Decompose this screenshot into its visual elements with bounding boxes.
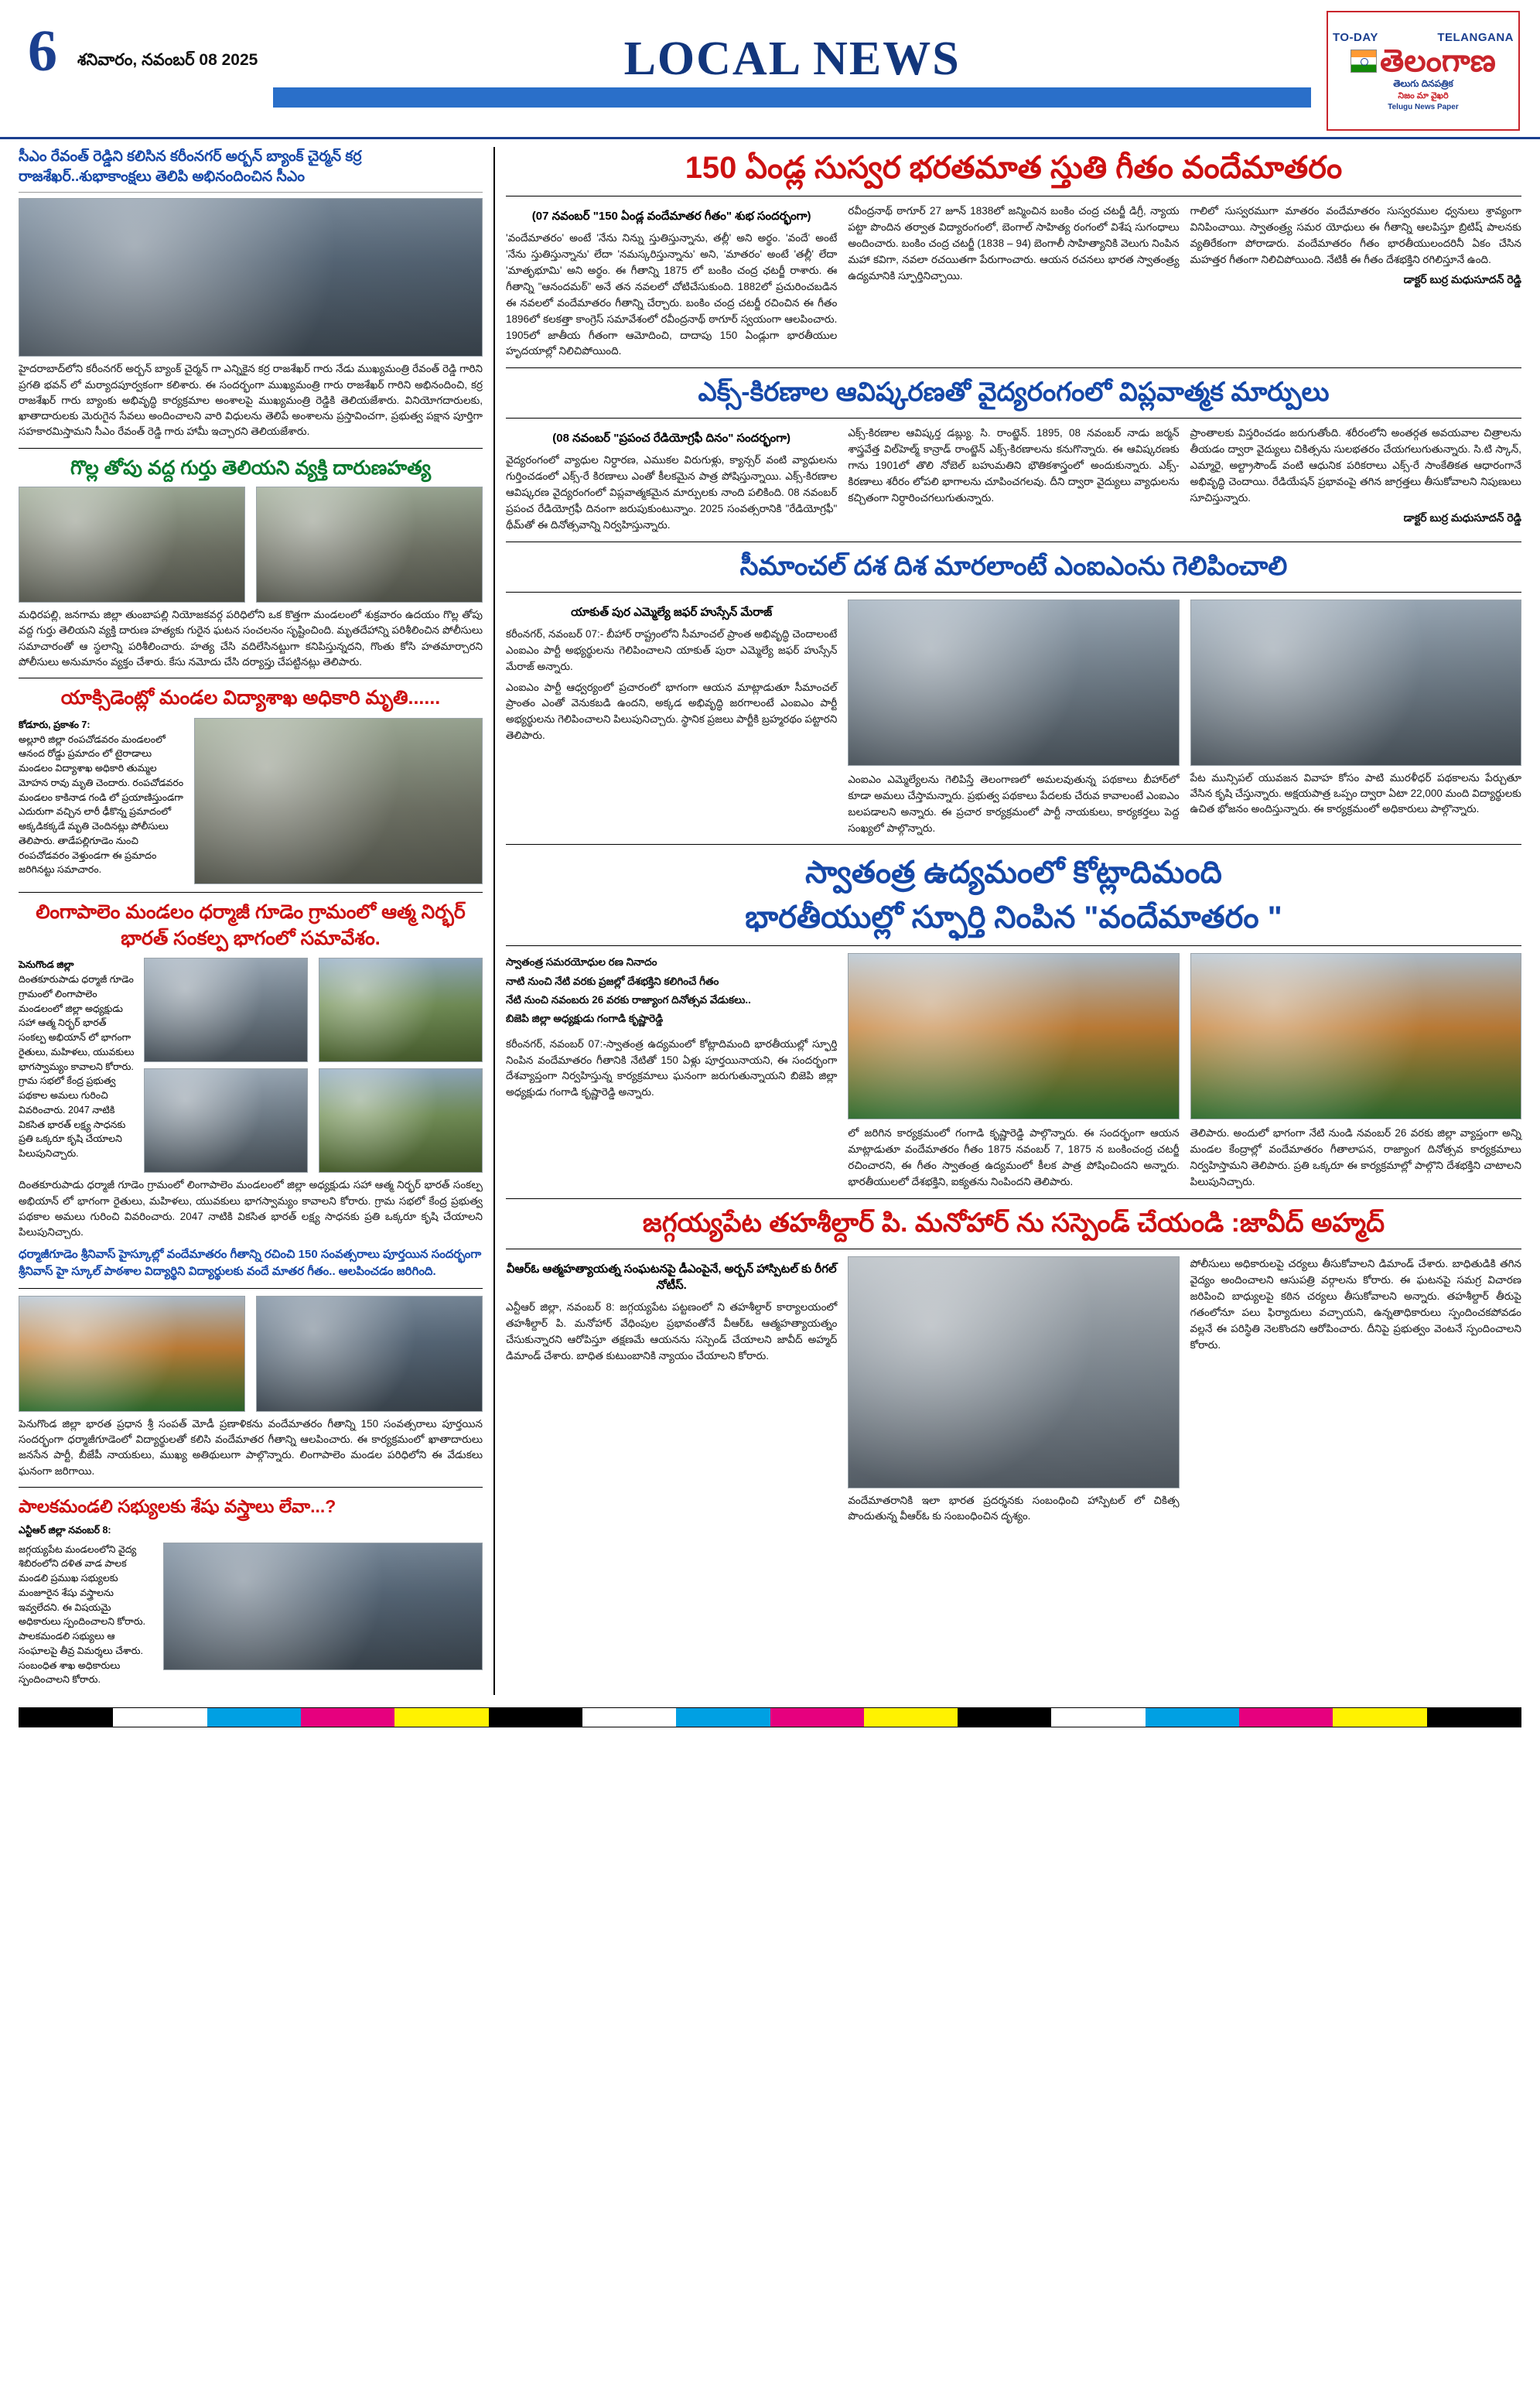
color-swatch bbox=[1427, 1708, 1521, 1727]
color-swatch bbox=[676, 1708, 770, 1727]
article-body: జగ్గయ్యపేట మండలంలోని వైద్య శిబిరంలోని దళిత వాడ పాలక మండలి ప్రముఖ సభ్యులకు మంజూరైన శేషు వస్త్రాలను ఇవ్వలేదని. ఈ విషయమై అధికారులు స్పందించాలని కోరారు. పాలకమండలి సభ్యులు ఆ సంఘాలపై తీవ్ర విమర్శలు చేశారు. సంబంధిత శాఖ అధికారులు స్పందించాలని కోరారు. bbox=[19, 1543, 146, 1686]
color-swatch bbox=[1333, 1708, 1426, 1727]
left-column bbox=[19, 147, 483, 1695]
village-rally-photo-1 bbox=[144, 958, 308, 1062]
color-swatch bbox=[1146, 1708, 1239, 1727]
article-byline: డాక్టర్ బుర్ర మధుసూదన్ రెడ్డి bbox=[1403, 511, 1521, 524]
accident-scene-photo bbox=[194, 718, 483, 884]
logo-main-text-row bbox=[1333, 45, 1514, 77]
article-dateline: కోడూరు, ప్రకాశం 7: bbox=[19, 719, 90, 730]
logo-top-row bbox=[1333, 31, 1514, 44]
masthead-blue-bar bbox=[273, 87, 1311, 108]
print-registration-color-bar bbox=[19, 1707, 1521, 1727]
color-swatch bbox=[958, 1708, 1051, 1727]
mim-campaign-photo-1 bbox=[848, 600, 1179, 766]
village-rally-photo-2 bbox=[319, 958, 483, 1062]
article-tahsildar-suspend-demand bbox=[506, 1206, 1521, 1524]
tahsildar-portrait-photo bbox=[848, 1256, 1179, 1488]
article-body-secondary: దింతకూరుపాడు ధర్మాజీ గూడెం గ్రామంలో లింగాపాలెం మండలంలో జిల్లా అధ్యక్షుడు సహా ఆత్మ నిర్భర్ భారత్ సంకల్ప అభియాన్ లో భాగంగా రైతులు, మహిళలు, యువకులు భాగస్వామ్యం కావాలని కోరారు. గ్రామ సభలో కేంద్ర ప్రభుత్వ పథకాల అమలు గురించి వివరించారు. 2047 నాటికి వికసిత భారత్ లక్ష్య సాధనకు ప్రతి ఒక్కరూ కృషి చేయాలని పిలుపునిచ్చారు. bbox=[19, 1179, 483, 1239]
article-kicker: యాకుత్ పుర ఎమ్మెల్యే జఫర్ హుస్సేన్ మేరాజ్ bbox=[571, 605, 773, 619]
article-body: తెలిపారు. అందులో భాగంగా నేటి నుండి నవంబర్ 26 వరకు జిల్లా వ్యాప్తంగా అన్ని మండల కేంద్రాల్లో వందేమాతరం గీతాలాపన, రాజ్యాంగ దినోత్సవ కార్యక్రమాలు నిర్వహిస్తామని తెలిపారు. ప్రతి ఒక్కరూ ఈ కార్యక్రమాల్లో పాల్గొని దేశభక్తిని చాటాలని పిలుపునిచ్చారు. bbox=[1190, 1127, 1521, 1188]
color-swatch bbox=[1239, 1708, 1333, 1727]
color-swatch bbox=[770, 1708, 864, 1727]
article-byline: డాక్టర్ బుర్ర మధుసూదన్ రెడ్డి bbox=[1403, 272, 1521, 285]
color-swatch bbox=[582, 1708, 676, 1727]
logo-english-subtitle: Telugu News Paper bbox=[1388, 103, 1459, 111]
color-swatch bbox=[489, 1708, 582, 1727]
article-headline: యాక్సిడెంట్లో మండల విద్యాశాఖ అధికారి మృతి...... bbox=[60, 687, 441, 709]
article-governing-body-clothes bbox=[19, 1495, 483, 1687]
main-headline-1: 150 ఏండ్ల సుస్వర భరతమాత స్తుతి గీతం వందేమాతరం bbox=[685, 151, 1343, 185]
bjp-leaders-flag-photo bbox=[1190, 953, 1521, 1119]
article-body: కరీంనగర్, నవంబర్ 07:-స్వాతంత్ర ఉద్యమంలో కోట్లాదిమంది భారతీయుల్లో స్ఫూర్తి నింపిన వందేమాతరం గీతానికి నేటితో 150 ఏళ్లు పూర్తయినాయని, ఈ సందర్భంగా దేశవ్యాప్తంగా నిర్వహిస్తున్న కార్యక్రమాలు ఘనంగా జరుగుతున్నాయని బిజెపి జిల్లా అధ్యక్షుడు గంగాడి కృష్ణారెడ్డి అన్నారు. bbox=[506, 1037, 838, 1099]
masthead bbox=[0, 0, 1540, 139]
article-body: రవీంద్రనాథ్ ఠాగూర్ 27 జూన్ 1838లో జన్మించిన బంకిం చంద్ర చటర్జీ డిగ్రీ, న్యాయ పట్టా పొందిన తర్వాత విద్యారంగంలో, బెంగాల్ సాహిత్య రంగంలో విశేష సుగంధాలు అందించారు. బంకిం చంద్ర చటర్జీ (1838 – 94) బెంగాలీ సాహిత్యానికి వెలుగు నింపిన మహా కవిగా, నవలా రచయితగా పేరుగాంచారు. ఆయన రచనలు భారత స్వాతంత్ర్య ఉద్యమానికి స్ఫూర్తినిచ్చాయి. bbox=[848, 205, 1180, 282]
article-unidentified-murder bbox=[19, 456, 483, 671]
mim-campaign-photo-2 bbox=[1190, 600, 1521, 766]
article-body: అల్లూరి జిల్లా రంపచోడవరం మండలంలో ఆనంద రోడ్డు ప్రమాదం లో టైరాడాలు మండలం విద్యాశాఖ అధికారి తుమ్మల మోహన రావు మృతి చెందారు. రంపచోడవరం మండలం కాకినాడ గండి లో ప్రయాణిస్తుండగా ఎదురుగా వచ్చిన లారీ ఢీకొన్న ప్రమాదంలో అక్కడికక్కడే మృతి చెందినట్లు పోలీసులు తెలిపారు. తాడేపల్లిగూడెం నుంచి రంపచోడవరం వెళ్తుండగా ఈ ప్రమాదం జరిగినట్టు సమాచారం. bbox=[19, 733, 184, 876]
bullet-item: స్వాతంత్ర సమరయోధుల రణ నినాదం bbox=[506, 956, 657, 969]
main-headline-4-line2: భారతీయుల్లో స్ఫూర్తి నింపిన "వందేమాతరం " bbox=[745, 900, 1282, 935]
bullet-item: నాటి నుంచి నేటి వరకు ప్రజల్లో దేశభక్తిని కలిగించే గీతం bbox=[506, 975, 719, 987]
article-xray-radiography-day bbox=[506, 375, 1521, 534]
cm-revanth-reddy-meeting-photo bbox=[19, 198, 483, 357]
crime-scene-photo-1 bbox=[19, 487, 245, 603]
column-divider bbox=[493, 147, 495, 1695]
article-headline: సీఎం రేవంత్ రెడ్డిని కలిసిన కరీంనగర్ అర్బన్ బ్యాంక్ చైర్మన్ కర్ర రాజశేఖర్..శుభాకాంక్షలు తెలిపి అభినందించిన సీఎం bbox=[19, 149, 362, 185]
section-title: LOCAL NEWS bbox=[623, 32, 961, 85]
color-swatch bbox=[301, 1708, 394, 1727]
color-swatch bbox=[19, 1708, 113, 1727]
article-body: గాలిలో సుస్వరముగా మాతరం వందేమాతరం సుస్వరముల ధ్వనులు శ్రావ్యంగా వినిపించాయి. స్వాతంత్ర్య సమర యోధులు ఈ గీతాన్ని ఆలపిస్తూ బ్రిటిష్ పాలనకు వ్యతిరేకంగా పోరాడారు. వందేమాతరం గీతం భారతీయులందరినీ ఏకం చేసిన మహత్తర గీతంగా నిలిచిపోయింది. నేటికీ ఈ గీతం దేశభక్తిని రగిలిస్తూనే ఉంది. bbox=[1190, 205, 1521, 265]
main-headline-3: సీమాంచల్ దశ దిశ మారలాంటే ఎంఐఎంను గెలిపించాలి bbox=[739, 551, 1288, 581]
article-sub-headline: ధర్మాజీగూడెం శ్రీనివాస్ హైస్కూల్లో వందేమాతరం గీతాన్ని రచించి 150 సంవత్సరాలు పూర్తయిన సందర్భంగా శ్రీనివాస్ హై స్కూల్ పాఠశాల విద్యార్థిని విద్యార్థులకు వందే మాతర గీతం.. ఆలపించడం జరిగింది. bbox=[19, 1248, 482, 1279]
village-rally-photo-4 bbox=[319, 1068, 483, 1173]
article-body: ప్రాంతాలకు విస్తరించడం జరుగుతోంది. శరీరంలోని అంతర్గత అవయవాల చిత్రాలను తీయడం ద్వారా వైద్యులు చికిత్సను సులభతరం చేయగలుగుతున్నారు. సి.టి స్కాన్, ఎమ్మారై, అల్ట్రాసౌండ్ వంటి ఆధునిక పరికరాలు ఎక్స్-రే సాంకేతికత ఆధారంగానే అభివృద్ధి చెందాయి. రేడియేషన్ ప్రభావంపై తగిన జాగ్రత్తలు తీసుకోవాలని నిపుణులు సూచిస్తున్నారు. bbox=[1190, 427, 1521, 504]
flag-emblem-icon bbox=[1350, 50, 1377, 73]
vande-mataram-rally-photo bbox=[848, 953, 1179, 1119]
main-headline-4-line1: స్వాతంత్ర ఉద్యమంలో కోట్లాదిమంది bbox=[805, 856, 1222, 890]
school-event-photo-1 bbox=[19, 1296, 245, 1412]
article-body: హైదరాబాద్‌లోని కరీంనగర్ అర్బన్ బ్యాంక్ చైర్మన్ గా ఎన్నికైన కర్ర రాజశేఖర్ గారు నేడు ముఖ్యమంత్రి రేవంత్ రెడ్డి గారిని ప్రగతి భవన్ లో మర్యాదపూర్వకంగా కలిశారు. ఈ సందర్భంగా ముఖ్యమంత్రి గారు రాజశేఖర్ గారిని అభినందించి, కర్ర రాజశేఖర్ గారు బ్యాంకు అభివృద్ధి కార్యక్రమాల అంశాలపై ముఖ్యమంత్రి రెడ్డికి తెలియజేశారు. వినియోగదారులకు, ఖాతాదారులకు మెరుగైన సేవలు అందించాలని వారి విధులను తెలిపే అంశాలను ప్రస్తావించగా, ప్రభుత్వ పక్షాన పూర్తిగా సహకారమిస్తామని సీఎం రేవంత్ రెడ్డి గారు హామీ ఇచ్చారని తెలియజేశారు. bbox=[19, 363, 483, 438]
color-swatch bbox=[864, 1708, 958, 1727]
article-kicker: (07 నవంబర్ "150 ఏండ్ల వందేమాతర గీతం" శుభ సందర్భంగా) bbox=[531, 210, 811, 223]
article-freedom-movement-vande-mataram bbox=[506, 852, 1521, 1191]
page-number: 6 bbox=[28, 19, 57, 84]
article-body: ఎక్స్-కిరణాల ఆవిష్కర్త డబ్ల్యు. సి. రాంట్జెన్. 1895, 08 నవంబర్ నాడు జర్మన్ శాస్త్రవేత్త విల్‌హెల్మ్ కాన్రాడ్ రాంట్జెన్ ఎక్స్-కిరణాలను కనుగొన్నారు. ఈ ఆవిష్కరణకు గాను 1901లో తొలి నోబెల్ బహుమతిని భౌతికశాస్త్రంలో అందుకున్నారు. ఎక్స్-కిరణాలు శరీరం లోపలి భాగాలను చూపించగలవు. దీని ద్వారా వైద్యులు వ్యాధులను కచ్చితంగా నిర్ధారించగలుగుతున్నారు. bbox=[848, 427, 1180, 504]
article-cm-revanth bbox=[19, 147, 483, 440]
article-mandal-officer-accident bbox=[19, 685, 483, 884]
page-content bbox=[0, 139, 1540, 1695]
logo-telangana-label: TELANGANA bbox=[1437, 31, 1514, 44]
main-headline-5: జగ్గయ్యపేట తహశీల్దార్ పి. మనోహార్ ను సస్పెండ్ చేయండి :జావీద్ అహ్మద్ bbox=[642, 1208, 1385, 1239]
article-vande-mataram-150 bbox=[506, 147, 1521, 360]
article-body: 'వందేమాతరం' అంటే 'నేను నిన్ను స్తుతిస్తున్నాను, తల్లీ' అని అర్థం. 'వందే' అంటే 'నేను స్తుతిస్తున్నాను' లేదా 'నమస్కరిస్తున్నాను' అని, 'మాతరం' అంటే 'తల్లీ' లేదా 'మాతృభూమి' అని అర్థం. ఈ గీతాన్ని 1875 లో బంకిం చంద్ర ఛటర్జీ రాశారు. ఈ గీతాన్ని "ఆనందమఠ్" అనే తన నవలలో చోటిచేసుకుంది. 1882లో ప్రచురించబడిన ఈ నవలలో వందేమాతరం గీతాన్ని చేర్చారు. బంకిం చంద్ర చటర్జీ రచించిన ఈ గీతం 1896లో కలకత్తా కాంగ్రెస్ సమావేశంలో రవీంద్రనాథ్ ఠాగూర్ స్వయంగా ఆలపించారు. 1905లో జాతీయ గీతంగా ఆమోదించి, దాదాపు 150 ఏండ్లుగా భారతీయుల హృదయాల్లో నిలిచిపోయింది. bbox=[506, 232, 838, 357]
article-body: ఎంఐఎం పార్టీ ఆధ్వర్యంలో ప్రచారంలో భాగంగా ఆయన మాట్లాడుతూ సీమాంచల్ ప్రాంతం ఎంతో వెనుకబడి ఉందని, అక్కడ అభివృద్ధి జరగాలంటే ఎంఐఎం పార్టీ అభ్యర్థులను గెలిపించాలని పిలుపునిచ్చారు. స్థానిక ప్రజలు పార్టీకి బ్రహ్మరథం పట్టారని తెలిపారు. bbox=[506, 681, 838, 742]
masthead-center bbox=[258, 11, 1327, 131]
article-dateline: ఎన్టీఆర్ జిల్లా నవంబర్ 8: bbox=[19, 1524, 111, 1536]
bullet-list bbox=[506, 953, 837, 1028]
article-body: ఎన్టీఆర్ జిల్లా, నవంబర్ 8: జగ్గయ్యపేట పట్టణంలో ని తహశీల్దార్ కార్యాలయంలో తహశీల్దార్ పి. మనోహార్ వేధింపుల ప్రభావంతోనే వీఆర్ఓ ఆత్మహత్యాయత్నం చేసుకున్నారని ఆరోపిస్తూ తక్షణమే ఆయనను సస్పెండ్ చేయాలని జావీద్ అహ్మద్ డిమాండ్ చేశారు. బాధిత కుటుంబానికి న్యాయం చేయాలని కోరారు. bbox=[506, 1301, 838, 1362]
article-seemanchal-mim bbox=[506, 549, 1521, 837]
article-kicker: వీఆర్ఓ ఆత్మహత్యాయత్న సంఘటనపై డీఎంపైనే, అర్బన్ హాస్పిటల్ కు రీగల్ నోటీస్. bbox=[506, 1263, 837, 1293]
article-headline: గొల్ల తోపు వద్ద గుర్తు తెలియని వ్యక్తి దారుణహత్య bbox=[70, 456, 432, 479]
color-swatch bbox=[207, 1708, 301, 1727]
article-body: లో జరిగిన కార్యక్రమంలో గంగాడి కృష్ణారెడ్డి పాల్గొన్నారు. ఈ సందర్భంగా ఆయన మాట్లాడుతూ వందేమాతరం గీతం 1875 నవంబర్ 7, 1875 న బంకించంద్ర చటర్జీ రచించారని, ఈ గీతం స్వాతంత్ర ఉద్యమంలో కీలక పాత్ర పోషించిందని అన్నారు. భారతీయులలో దేశభక్తిని, ఐక్యతను నింపిందని తెలిపారు. bbox=[848, 1127, 1180, 1188]
article-dateline: పెనుగొండ జిల్లా bbox=[19, 959, 74, 971]
bullet-item: బిజెపి జిల్లా అధ్యక్షుడు గంగాడి కృష్ణారెడ్డి bbox=[506, 1013, 664, 1025]
article-kicker: (08 నవంబర్ "ప్రపంచ రేడియోగ్రఫీ దినం" సందర్భంగా) bbox=[552, 432, 791, 446]
governing-body-members-photo bbox=[163, 1543, 483, 1670]
main-headline-2: ఎక్స్-కిరణాల ఆవిష్కరణతో వైద్యరంగంలో విప్లవాత్మక మార్పులు bbox=[698, 378, 1330, 408]
color-swatch bbox=[394, 1708, 488, 1727]
article-body: ఎంఐఎం ఎమ్మెల్యేలను గెలిపిస్తే తెలంగాణలో అమలవుతున్న పథకాలు బీహార్‌లో కూడా అమలు చేస్తామన్నారు. ప్రభుత్వ పథకాలు పేదలకు చేరువ కావాలంటే ఎంఐఎం బలపడాలని అన్నారు. ఈ ప్రచార కార్యక్రమంలో పార్టీ నాయకులు, కార్యకర్తలు పెద్ద సంఖ్యలో పాల్గొన్నారు. bbox=[848, 773, 1180, 834]
article-school-vande-mataram bbox=[19, 1296, 483, 1479]
bullet-item: నేటి నుంచి నవంబరు 26 వరకు రాజ్యాంగ దినోత్సవ వేడుకలు.. bbox=[506, 994, 751, 1006]
article-body: పోలీసులు అధికారులపై చర్యలు తీసుకోవాలని డిమాండ్ చేశారు. బాధితుడికి తగిన వైద్యం అందించాలని ఆసుపత్రి వర్గాలను కోరారు. ఈ ఘటనపై సమగ్ర విచారణ జరిపించి బాధ్యులపై కఠిన చర్యలు తీసుకోవాలని అన్నారు. తహశీల్దార్ తీరుపై గతంలోనూ పలు ఫిర్యాదులు వచ్చాయని, ఉన్నతాధికారులు స్పందించకపోవడం వల్లనే ఈ పరిస్థితి నెలకొందని ఆరోపించారు. దీనిపై ప్రభుత్వం వెంటనే స్పందించాలని కోరారు. bbox=[1190, 1258, 1521, 1351]
color-swatch bbox=[1051, 1708, 1145, 1727]
article-headline: లింగాపాలెం మండలం ధర్మాజీ గూడెం గ్రామంలో ఆత్మ నిర్భర్ భారత్ సంకల్ప భాగంలో సమావేశం. bbox=[36, 900, 466, 949]
article-body: పెనుగొండ జిల్లా భారత ప్రధాన శ్రీ సంపత్ మోడీ ప్రణాళికను వందేమాతరం గీతాన్ని 150 సంవత్సరాలు పూర్తయిన సందర్భంగా ధర్మాజీగూడెంలో విద్యార్థులతో కలిసి వందేమాతర గీతాన్ని ఆలపించారు. ఈ కార్యక్రమంలో ఖాతాదారులు జనసేన పార్టీ, బీజేపీ నాయకులు, ముఖ్య అతిథులుగా పాల్గొన్నారు. లింగాపాలెం మండల పరిధిలోని ఈ వేడుకలు ఘనంగా జరిగాయి. bbox=[19, 1417, 483, 1477]
logo-subtitle: తెలుగు దినపత్రిక bbox=[1393, 78, 1453, 89]
article-dateline: కరీంనగర్, నవంబర్ 07:- బీహార్ రాష్ట్రంలోని సీమాంచల్ ప్రాంత అభివృద్ధి చెందాలంటే ఎంఐఎం పార్టీ అభ్యర్థులను గెలిపించాలని యాకుత్ పురా ఎమ్మెల్యే జఫర్ హుస్సేన్ మేరాజ్ అన్నారు. bbox=[506, 627, 838, 672]
photo-caption: వందేమాతరానికి ఇలా భారత ప్రదర్శనకు సంబంధించి హాస్పిటల్ లో చికిత్స పొందుతున్న వీఆర్ఓ కు సంబంధించిన దృశ్యం. bbox=[848, 1495, 1180, 1522]
article-atma-nirbhar-meeting bbox=[19, 900, 483, 1280]
main-column bbox=[506, 147, 1521, 1695]
article-body: మధిరపల్లి, జనగామ జిల్లా తుంబాపల్లి నియోజకవర్గ పరిధిలోని ఒక కొత్తగా మండలంలో శుక్రవారం ఉదయం గొల్ల తోపు వద్ద గుర్తు తెలియని వ్యక్తి దారుణ హత్యకు గురైన ఘటన సంచలనం సృష్టించింది. మృతదేహాన్ని పరిశీలించిన పోలీసులు సమాచారంతో ఆ స్థలాన్ని పరిశీలించారు. హత్య చేసి వదిలేసినట్టుగా కనిపిస్తున్నదని, గొంతు కోసి హతమార్చారని పోలీసులు అనుమానం వ్యక్తం చేశారు. కేసు నమోదు చేసి దర్యాప్తు చేపట్టినట్లు తెలిపారు. bbox=[19, 609, 483, 668]
publication-date: శనివారం, నవంబర్ 08 2025 bbox=[77, 51, 258, 69]
village-rally-photo-3 bbox=[144, 1068, 308, 1173]
article-headline: పాలకమండలి సభ్యులకు శేషు వస్త్రాలు లేవా...? bbox=[19, 1495, 336, 1516]
crime-scene-photo-2 bbox=[256, 487, 483, 603]
logo-today-label: TO-DAY bbox=[1333, 31, 1378, 44]
photo-caption: పేట మున్సిపల్ యువజన వివాహ కోసం పాటి మురళీధర్ పథకాలను పేర్చుతూ వేసిన కృషి చేస్తున్నారు. అక్షయపాత్ర ఒప్పం ద్వారా ఏటా 22,000 మంది విద్యార్థులకు ఉచిత భోజనం అందిస్తున్నారు. ఈ కార్యక్రమంలో అధికారులు పాల్గొన్నారు. bbox=[1190, 771, 1521, 815]
article-body: దింతకూరుపాడు ధర్మాజీ గూడెం గ్రామంలో లింగాపాలెం మండలంలో జిల్లా అధ్యక్షుడు సహా ఆత్మ నిర్భర్ భారత్ సంకల్ప అభియాన్ లో భాగంగా రైతులు, మహిళలు, యువకులు భాగస్వామ్యం కావాలని కోరారు. గ్రామ సభలో కేంద్ర ప్రభుత్వ పథకాల అమలు గురించి వివరించారు. 2047 నాటికి వికసిత భారత్ లక్ష్య సాధనకు ప్రతి ఒక్కరూ కృషి చేయాలని పిలుపునిచ్చారు. bbox=[19, 974, 135, 1160]
school-event-photo-2 bbox=[256, 1296, 483, 1412]
article-body: వైద్యరంగంలో వ్యాధుల నిర్ధారణ, ఎముకల విరుగుళ్లు, క్యాన్సర్ వంటి వ్యాధులను గుర్తించడంలో ఎక్స్-రే కిరణాలు ఎంతో కీలకమైన పాత్ర పోషిస్తున్నాయి. ఎక్స్-కిరణాల ఆవిష్కరణ వైద్యరంగంలో విప్లవాత్మకమైన మార్పులకు నాంది పలికింది. 08 నవంబర్ ప్రపంచ రేడియోగ్రఫీ దినంగా జరుపుకుంటున్నాం. 2025 సంవత్సరానికి "రేడియోగ్రఫీ" థీమ్‌తో ఈ దినోత్సవాన్ని నిర్వహిస్తున్నారు. bbox=[506, 454, 838, 531]
logo-tagline: నిజం మా వైఖరి bbox=[1398, 91, 1449, 101]
color-swatch bbox=[113, 1708, 207, 1727]
newspaper-logo bbox=[1327, 11, 1520, 131]
logo-main-text: తెలంగాణ bbox=[1380, 44, 1496, 78]
